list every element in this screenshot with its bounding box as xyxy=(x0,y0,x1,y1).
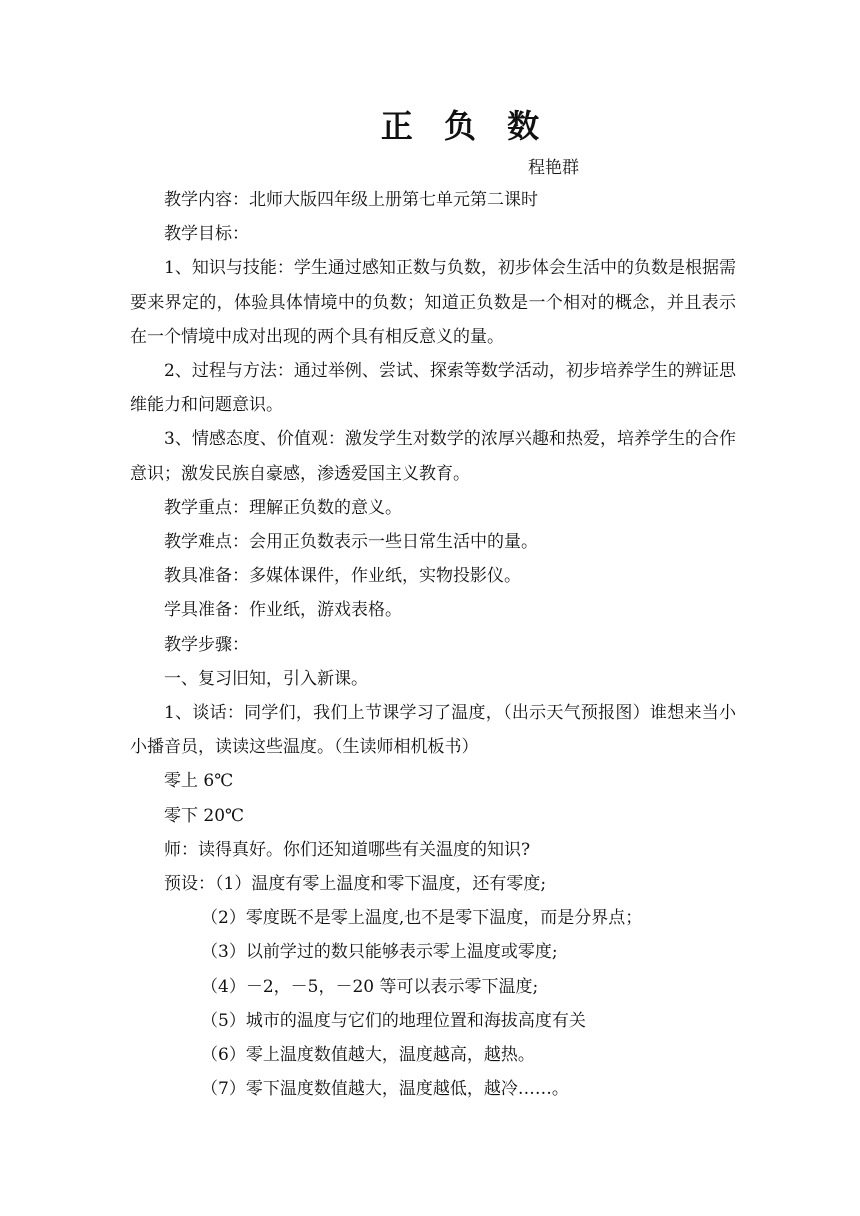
preset-item-5: （5）城市的温度与它们的地理位置和海拔高度有关 xyxy=(201,1010,586,1031)
paragraph-objective-1: 1、知识与技能：学生通过感知正数与负数，初步体会生活中的负数是根据需要来界定的，体验具体情境中的负数；知道正负数是一个相对的概念，并且表示在一个情境中成对出现的两个具有相反意义的量。 xyxy=(130,258,736,347)
paragraph-objectives-heading: 教学目标： xyxy=(164,224,249,245)
paragraph-steps-heading: 教学步骤： xyxy=(164,634,249,655)
paragraph-teaching-aids: 教具准备：多媒体课件，作业纸，实物投影仪。 xyxy=(164,566,521,587)
preset-item-7: （7）零下温度数值越大，温度越低，越冷……。 xyxy=(201,1079,569,1100)
paragraph-key-point: 教学重点：理解正负数的意义。 xyxy=(164,497,402,518)
author-name: 程艳群 xyxy=(528,158,579,178)
preset-item-2: （2）零度既不是零上温度,也不是零下温度，而是分界点； xyxy=(201,908,643,929)
document-body xyxy=(130,183,736,1106)
preset-item-6: （6）零上温度数值越大，温度越高，越热。 xyxy=(201,1045,535,1066)
document-title: 正 负 数 xyxy=(380,107,550,145)
paragraph-learning-aids: 学具准备：作业纸，游戏表格。 xyxy=(164,600,402,621)
paragraph-teacher: 师：读得真好。你们还知道哪些有关温度的知识? xyxy=(164,839,531,860)
paragraph-difficulty: 教学难点：会用正负数表示一些日常生活中的量。 xyxy=(164,532,538,553)
paragraph-preset: 预设：（1）温度有零上温度和零下温度，还有零度; xyxy=(164,874,547,895)
paragraph-temp-above: 零上 6℃ xyxy=(164,771,234,792)
preset-item-4: （4）－2，－5，－20 等可以表示零下温度; xyxy=(201,976,539,997)
paragraph-temp-below: 零下 20℃ xyxy=(164,805,245,826)
paragraph-content: 教学内容：北师大版四年级上册第七单元第二课时 xyxy=(164,190,538,210)
paragraph-objective-2: 2、过程与方法：通过举例、尝试、探索等数学活动，初步培养学生的辨证思维能力和问题意识。 xyxy=(130,361,736,416)
preset-item-3: （3）以前学过的数只能够表示零上温度或零度; xyxy=(201,942,558,963)
paragraph-section-1: 一、复习旧知，引入新课。 xyxy=(164,668,368,689)
paragraph-talk: 1、谈话：同学们，我们上节课学习了温度，（出示天气预报图）谁想来当小小播音员，读读这些温度。（生读师相机板书） xyxy=(130,703,736,758)
paragraph-objective-3: 3、情感态度、价值观：激发学生对数学的浓厚兴趣和热爱，培养学生的合作意识；激发民族自豪感，渗透爱国主义教育。 xyxy=(130,429,736,484)
